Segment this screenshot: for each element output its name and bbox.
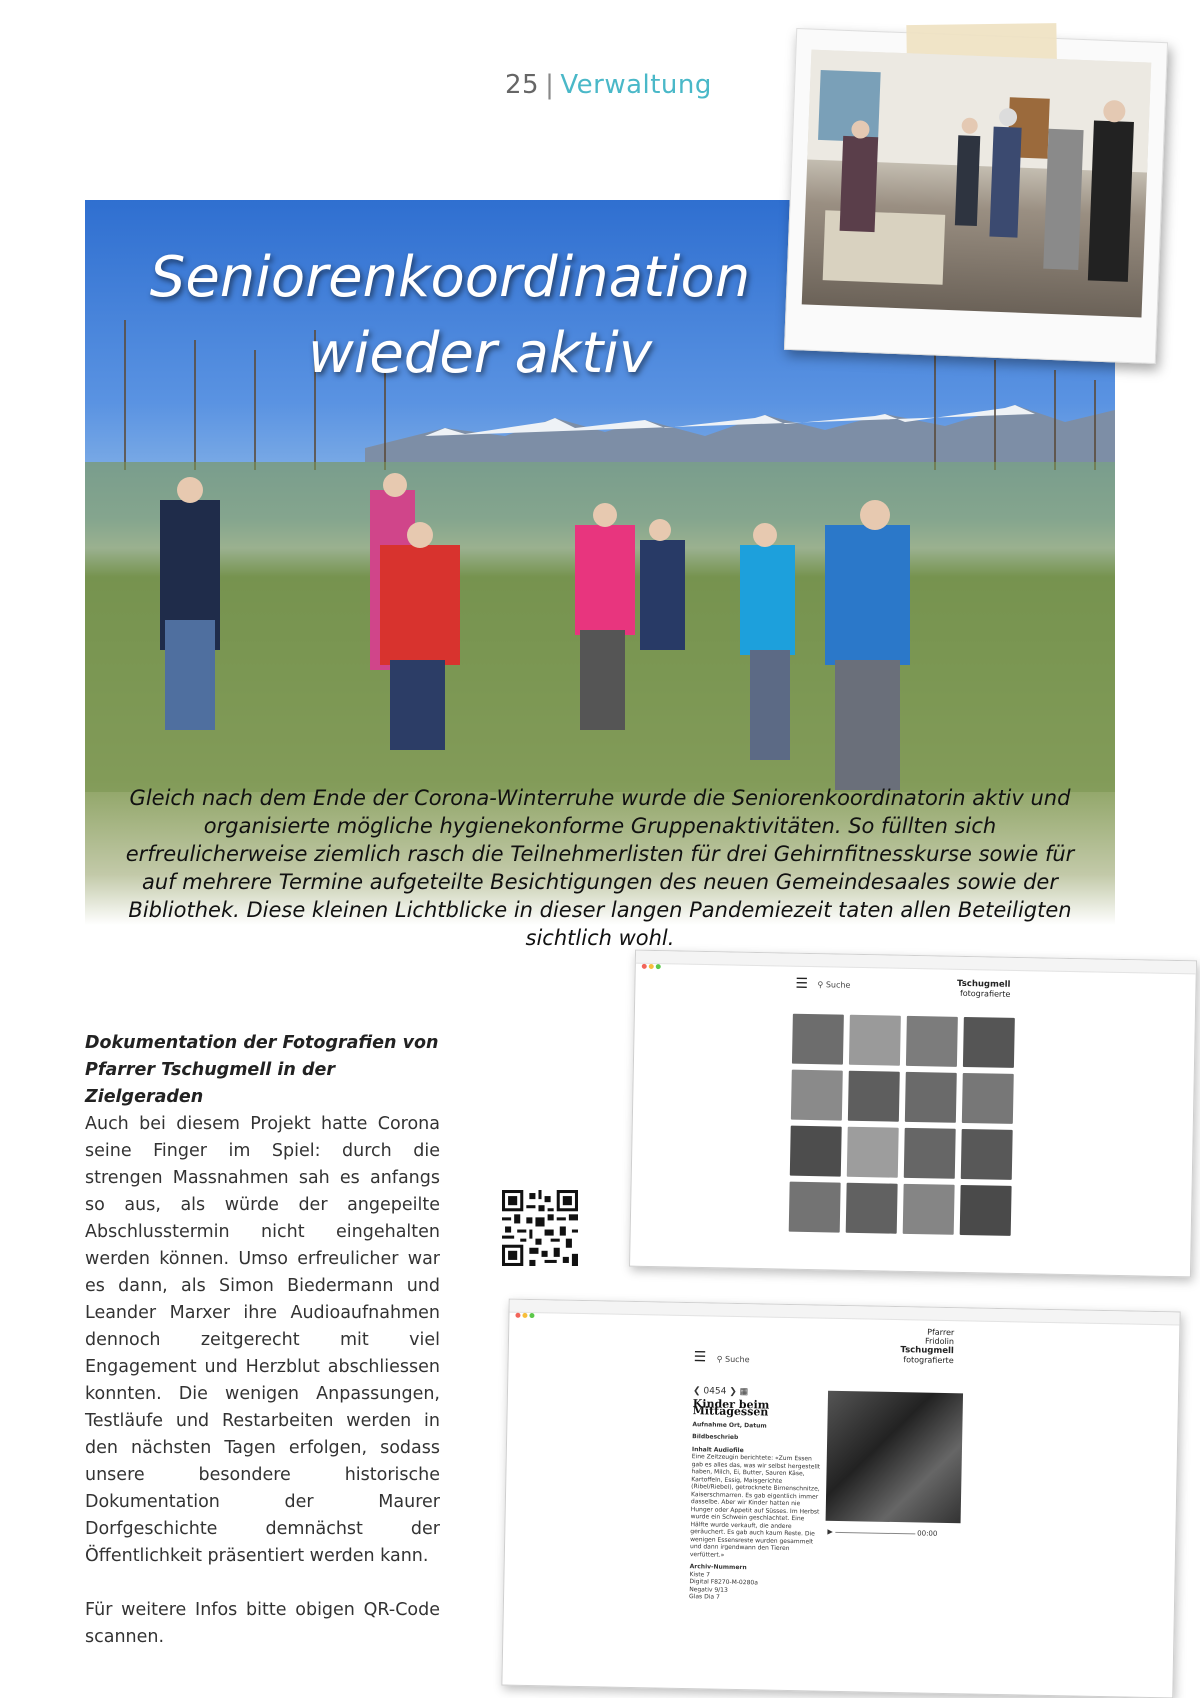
gallery-thumb[interactable] — [905, 1072, 957, 1123]
page-number: 25 — [505, 70, 540, 100]
gallery-thumb[interactable] — [903, 1184, 955, 1235]
website-screenshot-gallery — [629, 950, 1197, 1278]
hero-caption: Gleich nach dem Ende der Corona-Winterruhe wurde die Seniorenkoordinatorin aktiv und organisierte mögliche hygienekonforme Gruppenaktivitäten. So füllten sich erfreulicherweise ziemlich rasch die Teilnehmerlisten für drei Gehirnfitnesskurse sowie für auf mehrere Termine aufgeteilte Besichtigungen des neuen Gemeindesaales sowie der Bibliothek. Diese kleinen Lichtblicke in dieser langen Pandemiezeit taten allen Beteiligten sichtlich wohl. — [125, 786, 1075, 950]
search-link[interactable]: ⚲ Suche — [716, 1354, 750, 1365]
browser-toolbar — [636, 951, 1196, 975]
audio-text: Eine Zeitzeugin berichtete: «Zum Essen gab es alles das, was wir selbst hergestellt haben, Milch, Ei, Butter, Sauren Käse, Kartoffeln, Essig, Maisgerichte (Ribel/Riebel), getrocknete Birnenschnitze, Kaiserschmarren. Es gab eigentlich immer dasselbe. Aber wir Kinder hatten nie Hunger oder Appetit auf Süsses. Im Herbst wurde ein Schwein geschlachtet. Eine Hälfte wurde verkauft, die andere geräuchert. Es gab auch kaum Reste. Die wenigen Essensreste wurden gesammelt und dann irgendwann den Tieren verfüttert.» — [689, 1453, 821, 1559]
archive-label: Archiv-Nummern — [689, 1563, 747, 1572]
audio-progress[interactable] — [835, 1531, 915, 1534]
gallery-thumb[interactable] — [904, 1128, 956, 1179]
article-heading: Dokumentation der Fotografien von Pfarrer Tschugmell in der Zielgeraden — [85, 1033, 439, 1107]
hamburger-menu-icon[interactable]: ☰ — [693, 1349, 707, 1366]
archive-line: Kiste 7 — [689, 1570, 711, 1578]
page-header — [505, 70, 712, 100]
search-link[interactable]: ⚲ Suche — [817, 980, 851, 990]
photo-counter: 0454 — [703, 1386, 727, 1397]
article-more-info: Für weitere Infos bitte obigen QR-Code scannen. — [85, 1600, 440, 1647]
featured-photo[interactable] — [826, 1391, 963, 1524]
photo-detail-panel — [689, 1388, 823, 1603]
search-label: Suche — [724, 1354, 750, 1365]
gallery-thumb[interactable] — [792, 1014, 844, 1065]
gallery-thumb[interactable] — [960, 1185, 1012, 1236]
archive-line: Digital F8270-M-0280a — [689, 1578, 758, 1587]
library-scene — [802, 50, 1152, 318]
gallery-thumb[interactable] — [962, 1073, 1014, 1124]
section-title: Verwaltung — [560, 70, 712, 100]
qr-code[interactable] — [502, 1190, 578, 1266]
hero-title — [85, 240, 815, 391]
gallery-thumb[interactable] — [791, 1070, 843, 1121]
polaroid-photo — [784, 28, 1168, 364]
next-arrow-icon[interactable]: ❯ — [729, 1386, 737, 1397]
library-visit-photo — [802, 50, 1152, 318]
photo-grid — [789, 1014, 1015, 1236]
hero-title-line-1: Seniorenkoordination — [149, 245, 751, 310]
site-brand[interactable] — [884, 1327, 955, 1365]
grid-view-icon[interactable]: ▦ — [739, 1387, 749, 1398]
gallery-thumb[interactable] — [846, 1183, 898, 1234]
article — [85, 1030, 440, 1651]
article-body: Auch bei diesem Projekt hatte Corona seine Finger im Spiel: durch die strengen Massnahmen sah es anfangs so aus, als würde der angepeilte Abschlusstermin nicht eingehalten werden können. Umso erfreulicher war es dann, als Simon Biedermann und Leander Marxer ihre Audioaufnahmen dennoch zeitgerecht mit viel Engagement und Herzblut abschliessen konnten. Die wenigen Anpassungen, Testläufe und Restarbeiten werden in den nächsten Tagen erfolgen, sodass unsere besondere historische Dokumentation der Maurer Dorfgeschichte demnächst der Öffentlichkeit präsentiert werden kann. — [85, 1114, 440, 1566]
search-label: Suche — [825, 980, 851, 990]
audio-time: 00:00 — [917, 1529, 938, 1538]
gallery-thumb[interactable] — [906, 1016, 958, 1067]
browser-toolbar — [510, 1300, 1180, 1326]
hero-title-line-2: wieder aktiv — [307, 320, 653, 386]
archive-line: Glas Dia 7 — [689, 1593, 720, 1601]
header-separator: | — [545, 70, 555, 100]
play-icon[interactable]: ▶ — [827, 1527, 833, 1536]
archive-line: Negativ 9/13 — [689, 1585, 728, 1594]
audio-player — [827, 1528, 960, 1539]
photo-title: Kinder beim Mittagessen — [692, 1396, 770, 1419]
brand-name: Tschugmell — [956, 978, 1011, 990]
brand-name: Tschugmell — [900, 1345, 954, 1357]
description-label: Bildbeschrieb — [692, 1433, 739, 1442]
gallery-thumb[interactable] — [961, 1129, 1013, 1180]
prev-arrow-icon[interactable]: ❮ — [692, 1386, 701, 1397]
brand-subtitle: fotografierte — [959, 988, 1011, 999]
gallery-thumb[interactable] — [789, 1182, 841, 1233]
photo-meta: Aufnahme Ort, Datum — [692, 1420, 767, 1430]
brand-line-1: Pfarrer — [927, 1327, 955, 1338]
audio-label: Inhalt Audiofile — [691, 1445, 744, 1454]
gallery-thumb[interactable] — [849, 1015, 901, 1066]
site-brand[interactable] — [935, 978, 1010, 998]
brand-line-2: Fridolin — [924, 1336, 955, 1347]
website-screenshot-detail — [501, 1299, 1180, 1698]
hamburger-menu-icon[interactable]: ☰ — [795, 975, 809, 992]
gallery-thumb[interactable] — [963, 1017, 1015, 1068]
gallery-thumb[interactable] — [847, 1127, 899, 1178]
brand-subtitle: fotografierte — [903, 1355, 954, 1366]
gallery-thumb[interactable] — [790, 1126, 842, 1177]
gallery-thumb[interactable] — [848, 1071, 900, 1122]
